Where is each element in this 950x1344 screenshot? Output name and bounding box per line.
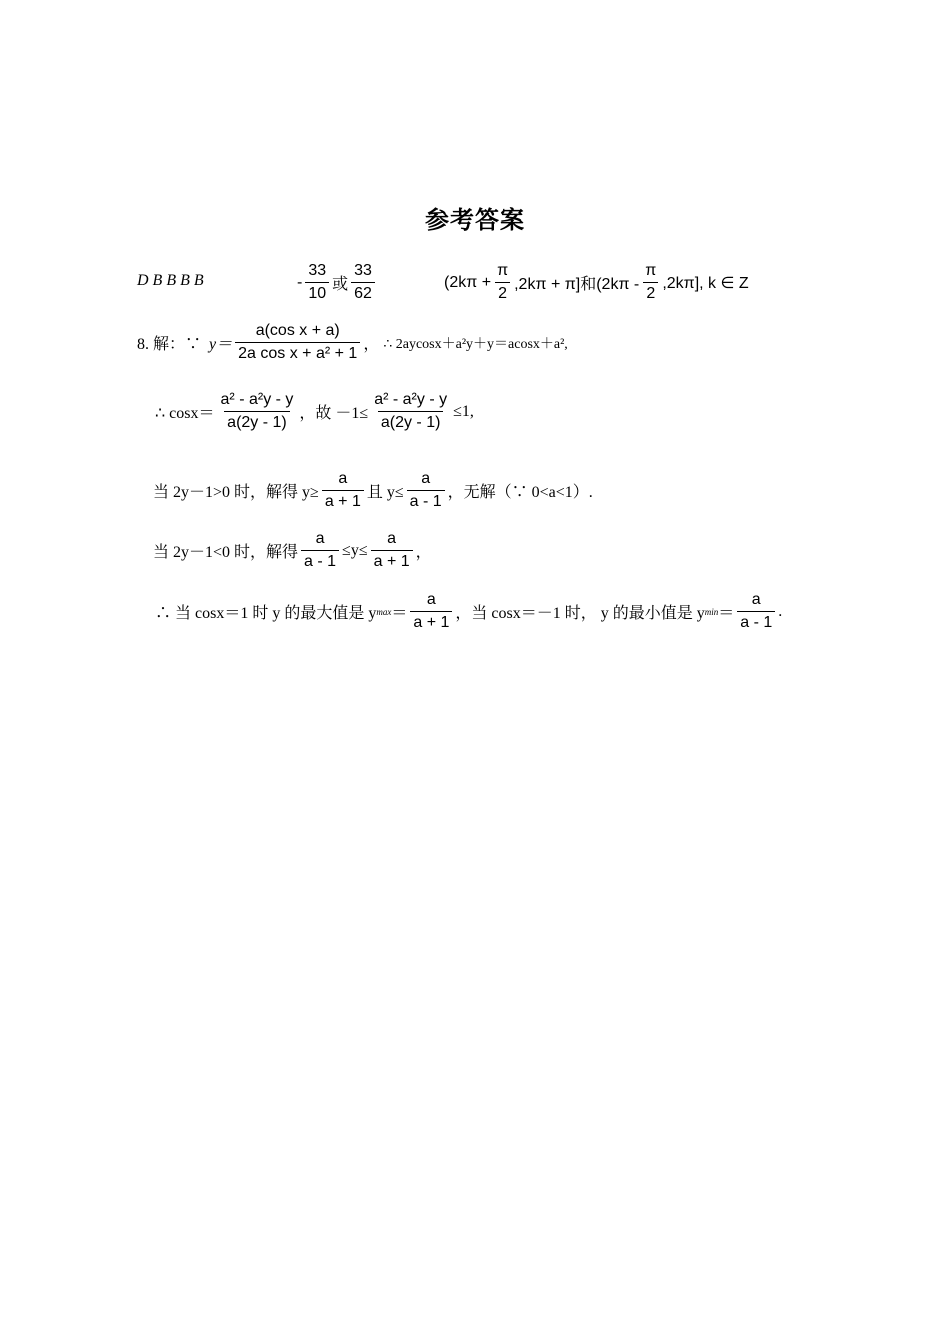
q7-f2-numerator: π	[645, 262, 657, 279]
q6-f2-numerator: 33	[354, 262, 372, 279]
q8-l5-post: .	[778, 602, 783, 620]
q8-l3-post: ，无解（∵ 0<a<1）.	[447, 484, 593, 502]
q8-fraction-9	[737, 591, 775, 633]
q8-l4-post: ，	[415, 544, 432, 562]
q8-fraction-5	[407, 470, 445, 512]
choice-answers: D B B B B	[137, 272, 204, 289]
q8-line-1	[137, 322, 568, 364]
q8-f9-denominator: a - 1	[737, 611, 775, 632]
q8-f2-numerator: a² - a²y - y	[220, 391, 294, 408]
q6-f1-numerator: 33	[308, 262, 327, 279]
q7-fraction-1	[494, 262, 511, 304]
q7-f1-numerator: π	[497, 262, 509, 279]
q8-fraction-7	[371, 530, 413, 572]
q8-l4-pre: 当 2y－1<0 时，解得	[153, 544, 299, 562]
q8-comma: ，	[363, 336, 380, 354]
q8-l3-mid: 且 y≤	[366, 484, 404, 502]
q7-f1-denominator: 2	[495, 282, 510, 303]
q8-l4-mid: ≤y≤	[342, 541, 368, 559]
q8-f7-denominator: a + 1	[371, 550, 413, 571]
q8-f8-denominator: a + 1	[410, 611, 452, 632]
q7-post: ,2kπ], k ∈ Z	[662, 274, 749, 292]
q8-y-eq: y＝	[209, 336, 233, 354]
q8-fraction-6	[301, 530, 339, 572]
q8-fraction-3	[371, 391, 450, 433]
q8-f7-numerator: a	[387, 530, 397, 547]
answer-q7	[444, 262, 749, 304]
q8-f4-numerator: a	[338, 470, 348, 487]
q8-l5-pre: ∴ 当 cosx＝1 时 y 的最大值是 y	[155, 605, 377, 623]
q8-line-5: ∴ 当 cosx＝1 时 y 的最大值是 y max ＝ $\frac{a}{a + 1}$ ，当 cosx＝－1 时， y 的最小值是 y min ＝ $\frac{a}{a - 1}$ .	[155, 591, 783, 632]
q8-f4-denominator: a + 1	[322, 490, 364, 511]
q6-fraction-1	[305, 262, 329, 304]
q8-l2-mid: ，故 －1≤	[299, 405, 369, 423]
q8-f1-denominator: 2a cos x + a² + 1	[235, 342, 360, 363]
q8-line-4	[153, 530, 432, 572]
q8-f9-numerator: a	[751, 591, 761, 608]
q8-f6-denominator: a - 1	[301, 550, 339, 571]
q8-f3-denominator: a(2y - 1)	[378, 411, 444, 432]
q8-fraction-1	[235, 322, 360, 364]
q8-label: 8. 解：∵	[137, 336, 202, 354]
q8-fraction-2	[218, 391, 297, 433]
q8-l5-mid: ，当 cosx＝－1 时， y 的最小值是 y	[455, 605, 705, 623]
q6-minus: -	[297, 273, 303, 291]
q8-f5-numerator: a	[421, 470, 431, 487]
q8-line-3	[153, 470, 593, 512]
q6-f2-denominator: 62	[351, 282, 375, 303]
q8-f3-numerator: a² - a²y - y	[374, 391, 448, 408]
q8-f6-numerator: a	[315, 530, 325, 547]
q7-pre: (2kπ +	[444, 273, 492, 291]
q8-f2-denominator: a(2y - 1)	[224, 411, 290, 432]
answer-q6	[297, 262, 378, 304]
q8-l3-pre: 当 2y－1>0 时，解得 y≥	[153, 484, 319, 502]
q6-fraction-2	[351, 262, 375, 304]
q6-or: 或	[332, 274, 349, 294]
q8-line-2	[155, 391, 474, 433]
q8-l2-post: ≤1,	[453, 402, 474, 420]
q8-therefore-1: ∴ 2aycosx＋a²y＋y＝acosx＋a²,	[383, 336, 568, 352]
q7-mid: ,2kπ + π]和(2kπ -	[514, 276, 640, 294]
q8-l5-eq1: ＝	[391, 605, 408, 623]
q8-l5-eq2: ＝	[718, 605, 735, 623]
q8-fraction-8	[410, 591, 452, 633]
page-title: 参考答案	[425, 206, 525, 234]
q6-f1-denominator: 10	[305, 282, 329, 303]
q8-f8-numerator: a	[426, 591, 436, 608]
q7-f2-denominator: 2	[643, 282, 658, 303]
q8-f1-numerator: a(cos x + a)	[255, 322, 340, 339]
q8-fraction-4	[322, 470, 364, 512]
q7-fraction-2	[642, 262, 659, 304]
q8-f5-denominator: a - 1	[407, 490, 445, 511]
q8-l2-pre: ∴ cosx＝	[155, 405, 215, 423]
